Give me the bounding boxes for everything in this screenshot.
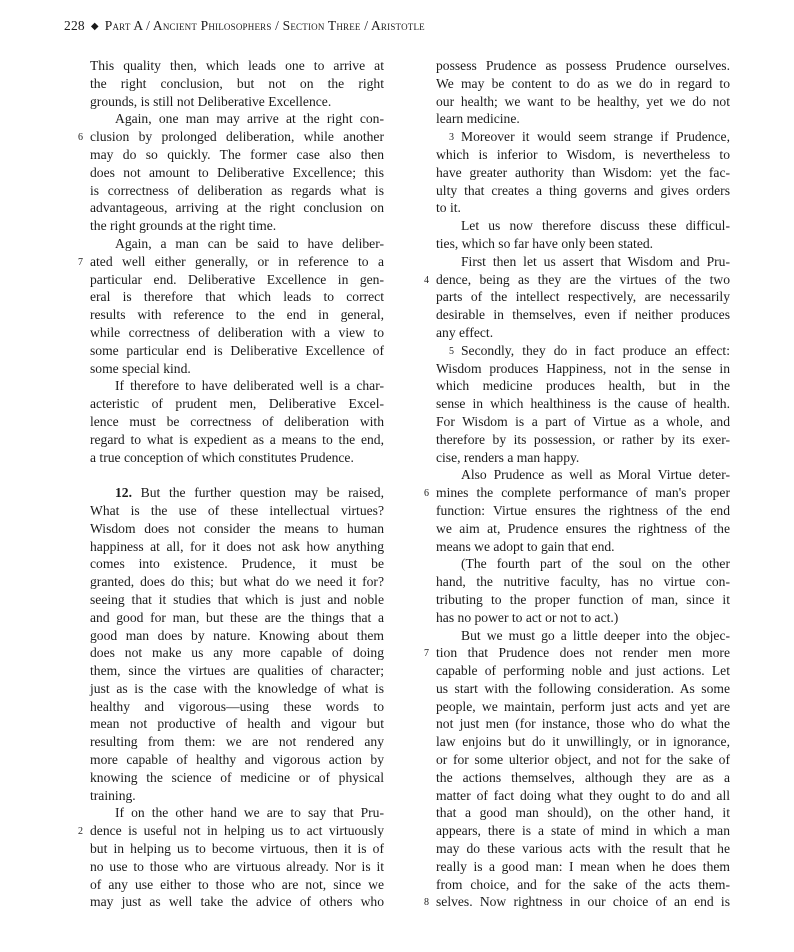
text-line xyxy=(436,538,730,556)
line-text: Wisdom does not consider the means to human xyxy=(90,520,384,536)
line-text: particular end. Deliberative Excellence in gen- xyxy=(90,271,384,287)
line-text: dence, being as they are the virtues of the two xyxy=(436,271,730,287)
text-line xyxy=(90,751,384,769)
line-text: (The fourth part of the soul on the other xyxy=(461,556,730,572)
line-text: or for some ulterior object, and not for the sake of xyxy=(436,752,730,768)
text-line xyxy=(436,698,730,716)
text-line xyxy=(90,449,384,467)
text-line xyxy=(436,431,730,449)
line-text: function: Virtue ensures the rightness of the end xyxy=(436,502,730,518)
line-text: any effect. xyxy=(436,324,494,340)
text-line xyxy=(436,573,730,591)
line-text: that a good man should), on the other hand, it xyxy=(436,805,730,821)
line-text: Moreover it would seem strange if Prudence, xyxy=(461,129,730,145)
marginal-section-number: 2 xyxy=(78,826,83,838)
line-text: which medicine produces health, but in the xyxy=(436,378,730,394)
text-line xyxy=(424,644,730,662)
text-line xyxy=(436,449,730,467)
text-line xyxy=(436,395,730,413)
text-line xyxy=(436,93,730,111)
text-line xyxy=(90,715,384,733)
line-text: tion that Prudence does not render men more xyxy=(436,645,730,661)
text-line xyxy=(90,627,384,645)
text-line xyxy=(436,876,730,894)
line-text: acteristic of prudent men, Deliberative Excel- xyxy=(90,396,384,412)
line-text: Secondly, they do in fact produce an effect: xyxy=(461,342,730,358)
line-text: mines the complete performance of man's proper xyxy=(436,485,730,501)
marginal-section-number: 5 xyxy=(449,345,454,357)
line-text: people, we maintain, perform just acts and yet are xyxy=(436,698,730,714)
line-text: clusion by prolonged deliberation, while another xyxy=(90,129,384,145)
text-line xyxy=(90,271,384,289)
line-text: from choice, and for the sake of the acts them- xyxy=(436,876,730,892)
line-text: matter of fact doing what they ought to do and all xyxy=(436,787,730,803)
text-line xyxy=(90,538,384,556)
line-text: not just men (for instance, those who do what the xyxy=(436,716,730,732)
text-line xyxy=(90,182,384,200)
line-text: Also Prudence as well as Moral Virtue deter- xyxy=(461,467,730,483)
line-text: grounds, is still not Deliberative Excellence. xyxy=(90,93,332,109)
line-text: capable of performing noble and just actions. Let xyxy=(436,663,730,679)
text-line xyxy=(436,324,730,342)
line-text: seeing that it studies that which is just and noble xyxy=(90,591,384,607)
text-line xyxy=(436,217,730,235)
text-line xyxy=(436,609,730,627)
text-line xyxy=(90,395,384,413)
line-text: some special kind. xyxy=(90,360,191,376)
paragraph-gap xyxy=(90,466,384,484)
line-text: Wisdom produces Happiness, not in the sense in xyxy=(436,360,730,376)
text-line xyxy=(436,591,730,609)
line-text: may do these various acts with the result that he xyxy=(436,841,730,857)
text-line xyxy=(436,822,730,840)
line-text: But we must go a little deeper into the objec- xyxy=(461,627,730,643)
text-line xyxy=(90,804,384,822)
line-text: For Wisdom is a part of Virtue as a whole, and xyxy=(436,413,730,429)
text-line xyxy=(90,288,384,306)
text-line xyxy=(436,751,730,769)
text-line xyxy=(90,235,384,253)
text-line xyxy=(90,502,384,520)
text-line xyxy=(436,555,730,573)
text-line xyxy=(90,591,384,609)
text-line xyxy=(90,75,384,93)
text-line xyxy=(90,840,384,858)
text-line xyxy=(436,110,730,128)
running-head-text: Part A / Ancient Philosophers / Section Three / Aristotle xyxy=(104,18,425,33)
line-text: We may be content to do as we do in regard to xyxy=(436,75,730,91)
line-text: ated well either generally, or in reference to a xyxy=(90,253,384,269)
text-line xyxy=(90,769,384,787)
text-line xyxy=(90,644,384,662)
line-text: selves. Now rightness in our choice of an end is xyxy=(436,894,730,910)
marginal-section-number: 8 xyxy=(424,897,429,909)
line-text: we aim at, Prudence ensures the rightness of the xyxy=(436,520,730,536)
marginal-section-number: 6 xyxy=(424,488,429,500)
text-line xyxy=(90,609,384,627)
marginal-section-number: 7 xyxy=(78,256,83,268)
page-number: 228 xyxy=(64,18,85,33)
text-line xyxy=(90,520,384,538)
text-line xyxy=(436,164,730,182)
text-line xyxy=(90,377,384,395)
text-line xyxy=(436,146,730,164)
line-text: is correctness of deliberation as regards what is xyxy=(90,182,384,198)
left-column xyxy=(78,57,385,911)
text-line xyxy=(436,804,730,822)
text-line xyxy=(424,893,730,911)
text-line xyxy=(90,555,384,573)
text-line xyxy=(424,271,730,289)
text-line xyxy=(90,57,384,75)
text-line xyxy=(436,413,730,431)
text-line xyxy=(90,217,384,235)
text-line xyxy=(436,182,730,200)
marginal-section-number: 4 xyxy=(424,274,429,286)
text-line xyxy=(436,466,730,484)
text-line xyxy=(90,573,384,591)
line-text: ties, which so far have only been stated. xyxy=(436,235,654,251)
text-line xyxy=(436,715,730,733)
text-line xyxy=(90,733,384,751)
line-text: What is the use of these intellectual virtues? xyxy=(90,502,384,518)
line-text: Let us now therefore discuss these difficul- xyxy=(461,218,730,234)
text-line xyxy=(78,128,384,146)
line-text: Again, a man can be said to have deliber- xyxy=(115,235,384,251)
text-line xyxy=(436,733,730,751)
line-text: no use to those who are virtuous already. Nor is it xyxy=(90,858,384,874)
text-line xyxy=(90,164,384,182)
line-text: may just as well take the advice of others who xyxy=(90,894,384,910)
text-line xyxy=(90,484,384,502)
line-text: really is a good man: I mean when he does them xyxy=(436,858,730,874)
line-text: eral is therefore that which leads to correct xyxy=(90,289,384,305)
line-text: does not amount to Deliberative Excellence; this xyxy=(90,164,384,180)
text-line xyxy=(436,769,730,787)
line-text: happiness at all, for it does not ask how anything xyxy=(90,538,384,554)
line-text: them, since the virtues are qualities of character; xyxy=(90,663,384,679)
line-text: possess Prudence as possess Prudence ourselves. xyxy=(436,58,730,73)
line-text: cise, renders a man happy. xyxy=(436,449,580,465)
text-line xyxy=(90,360,384,378)
line-text: just as is the case with the knowledge of what is xyxy=(90,680,384,696)
text-line xyxy=(90,680,384,698)
line-text: results with reference to the end in general, xyxy=(90,307,384,323)
text-line xyxy=(90,199,384,217)
line-text: may do so quickly. The former case also then xyxy=(90,146,384,162)
line-text: This quality then, which leads one to arrive at xyxy=(90,58,384,73)
text-line xyxy=(436,235,730,253)
line-text: training. xyxy=(90,787,136,803)
line-text: hand, the nutritive faculty, has no virtue con- xyxy=(436,574,730,590)
marginal-section-number: 7 xyxy=(424,648,429,660)
text-line xyxy=(436,57,730,75)
line-text: the actions themselves, although they are as a xyxy=(436,769,730,785)
text-line xyxy=(90,146,384,164)
text-line xyxy=(436,75,730,93)
line-text: Again, one man may arrive at the right con- xyxy=(115,111,384,127)
line-text: dence is useful not in helping us to act virtuously xyxy=(90,823,384,839)
line-text: healthy and vigorous—using these words to xyxy=(90,698,384,714)
text-line xyxy=(90,787,384,805)
line-text: have greater authority than Wisdom: yet the fac- xyxy=(436,164,730,180)
text-line xyxy=(436,502,730,520)
line-text: comes into existence. Prudence, it must be xyxy=(90,556,384,572)
marginal-section-number: 6 xyxy=(78,132,83,144)
text-line xyxy=(90,698,384,716)
line-text: some particular end is Deliberative Excellence of xyxy=(90,342,384,358)
line-text: resulting from them: we are not rendered any xyxy=(90,734,384,750)
text-line xyxy=(436,128,730,146)
line-text: which is inferior to Wisdom, is nevertheless to xyxy=(436,146,730,162)
text-line xyxy=(78,822,384,840)
right-column xyxy=(424,57,730,911)
line-text: First then let us assert that Wisdom and Pru- xyxy=(461,253,730,269)
line-text: appears, there is a state of mind in which a man xyxy=(436,823,730,839)
text-line xyxy=(90,662,384,680)
line-text: ulty that creates a thing governs and gives orders xyxy=(436,182,730,198)
text-line xyxy=(436,306,730,324)
text-line xyxy=(90,93,384,111)
text-line xyxy=(436,662,730,680)
line-text: granted, does do this; but what do we need it for? xyxy=(90,574,384,590)
text-line xyxy=(436,360,730,378)
line-text: lence must be correctness of deliberation with xyxy=(90,413,384,429)
text-line xyxy=(90,306,384,324)
text-line xyxy=(436,787,730,805)
line-text: to it. xyxy=(436,200,461,216)
line-text: but in helping us to become virtuous, then it is of xyxy=(90,841,384,857)
line-text: of any use either to those who are not, since we xyxy=(90,876,384,892)
line-text: the right conclusion, but not on the right xyxy=(90,75,384,91)
text-line xyxy=(90,876,384,894)
line-text: more capable of healthy and vigorous action by xyxy=(90,752,384,768)
text-line xyxy=(436,627,730,645)
line-text: parts of the intellect respectively, are necessarily xyxy=(436,289,730,305)
line-text: knowing the science of medicine or of physical xyxy=(90,769,384,785)
text-line xyxy=(436,858,730,876)
line-text: If therefore to have deliberated well is a char- xyxy=(115,378,384,394)
line-text: a true conception of which constitutes Prudence. xyxy=(90,449,354,465)
line-text: mean not productive of health and vigour but xyxy=(90,716,384,732)
section-label: 12. xyxy=(115,485,141,501)
text-line xyxy=(90,413,384,431)
text-line xyxy=(436,253,730,271)
text-line xyxy=(436,840,730,858)
line-text: therefore by its possession, or rather by its exer- xyxy=(436,431,730,447)
text-line xyxy=(436,377,730,395)
line-text: our health; we want to be healthy, yet we do not xyxy=(436,93,730,109)
line-text: does not make us any more capable of doing xyxy=(90,645,384,661)
text-line xyxy=(436,288,730,306)
running-header xyxy=(64,18,425,34)
line-text: regard to what is expedient as a means to the end, xyxy=(90,431,384,447)
diamond-icon: ◆ xyxy=(90,21,99,32)
text-line xyxy=(90,342,384,360)
line-text: good man does by nature. Knowing about them xyxy=(90,627,384,643)
text-line xyxy=(436,520,730,538)
line-text: sense in which healthiness is the cause of health. xyxy=(436,396,730,412)
text-line xyxy=(90,431,384,449)
line-text: advantageous, arriving at the right conclusion on xyxy=(90,200,384,216)
text-line xyxy=(90,858,384,876)
text-line xyxy=(90,324,384,342)
line-text: us start with the following consideration. As some xyxy=(436,680,730,696)
text-line xyxy=(78,253,384,271)
text-line xyxy=(436,342,730,360)
line-text: If on the other hand we are to say that Pru- xyxy=(115,805,384,821)
text-line xyxy=(436,199,730,217)
line-text: has no power to act or not to act.) xyxy=(436,609,619,625)
line-text: desirable in themselves, even if neither produces xyxy=(436,307,730,323)
line-text: and good for man, but these are the things that a xyxy=(90,609,384,625)
line-text: while correctness of deliberation with a view to xyxy=(90,324,384,340)
line-text: the right grounds at the right time. xyxy=(90,218,277,234)
line-text: means we adopt to gain that end. xyxy=(436,538,615,554)
marginal-section-number: 3 xyxy=(449,132,454,144)
line-text: learn medicine. xyxy=(436,111,520,127)
text-line xyxy=(90,893,384,911)
line-text: law enjoins but do it unwillingly, or in ignorance, xyxy=(436,734,730,750)
text-line xyxy=(90,110,384,128)
line-text: But the further question may be raised, xyxy=(140,485,385,501)
line-text: tributing to the proper function of man, since it xyxy=(436,591,730,607)
text-line xyxy=(424,484,730,502)
text-line xyxy=(436,680,730,698)
